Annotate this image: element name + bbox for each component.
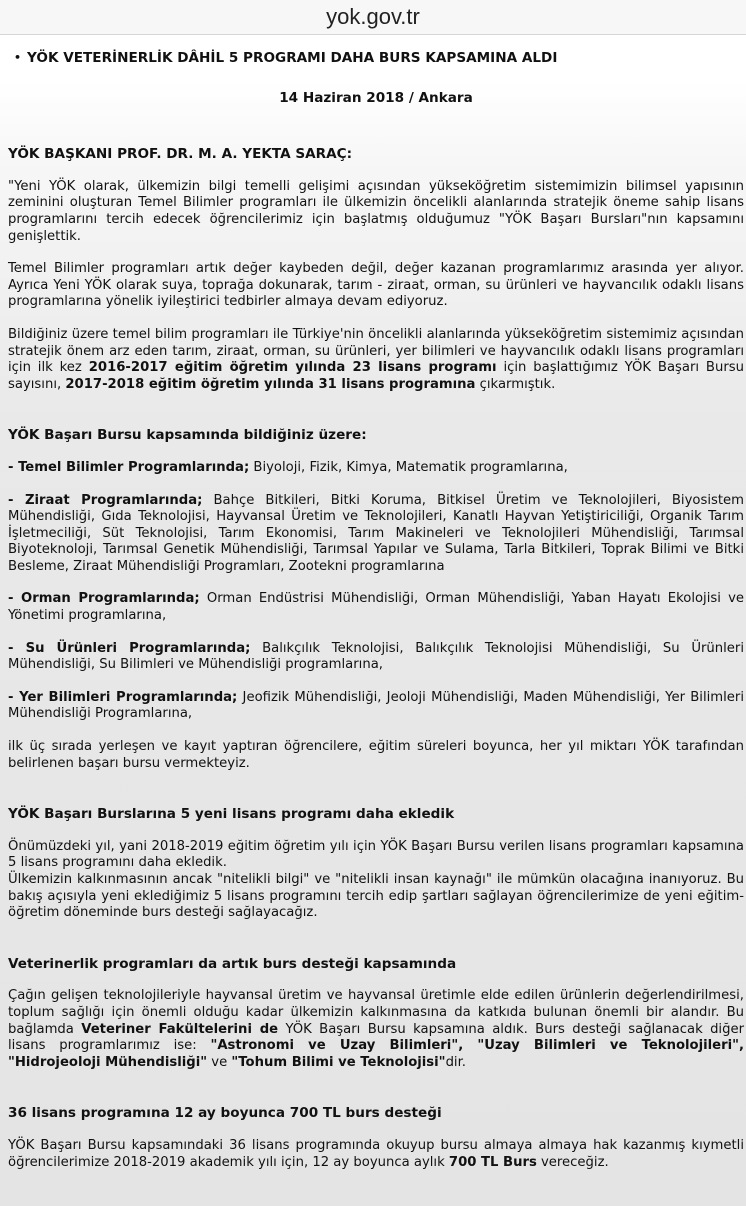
list-item: - Temel Bilimler Programlarında; Biyoloji, Fizik, Kimya, Matematik programlarına, <box>8 459 568 475</box>
section-heading-700tl: 36 lisans programına 12 ay boyunca 700 TL burs desteği <box>8 1105 442 1122</box>
url-text: yok.gov.tr <box>326 4 420 29</box>
paragraph-list-close: ilk üç sırada yerleşen ve kayıt yaptıran öğrencilere, eğitim süreleri boyunca, her yıl miktarı YÖK tarafından belirlenen başarı bursu vermekteyiz. <box>8 739 744 771</box>
paragraph-1: "Yeni YÖK olarak, ülkemizin bilgi temelli gelişimi açısından yükseköğretim sistemimizin bilimsel yapısının zeminini oluşturan Temel Bilimler programları ile ülkemizin öncelikli alanlarında stratejik öneme sahip lisans programlarını tercih edecek öğrencilerimiz için başlatmış olduğumuz "YÖK Başarı Bursları"nın kapsamını genişlettik. <box>8 178 744 244</box>
article-date: 14 Haziran 2018 / Ankara <box>279 89 473 106</box>
article <box>8 44 744 1171</box>
address-bar[interactable] <box>0 0 746 35</box>
paragraph-veterinary: Çağın gelişen teknolojileriyle hayvansal üretim ve hayvansal üretimle elde edilen ürünlerin değerlendirilmesi, toplum sağlığı için önemli olduğu kadar ülkemizin kalkınmasına da katkıda bulunan önemli bir alandır. Bu bağlamda Veteriner Fakültelerini de YÖK Başarı Bursu kapsamına aldık. Burs desteği sağlanacak diğer lisans programlarımız ise: "Astronomi ve Uzay Bilimleri", "Uzay Bilimleri ve Teknolojileri", "Hidrojeoloji Mühendisliği" ve "Tohum Bilimi ve Teknolojisi"dir. <box>8 988 745 1070</box>
article-headline <box>14 50 744 68</box>
list-item: - Su Ürünleri Programlarında; Balıkçılık Teknolojisi, Balıkçılık Teknolojisi Mühendisliği, Su Ürünleri Mühendisliği, Su Bilimleri ve Mühendisliği programlarına, <box>8 640 744 673</box>
paragraph-3: Bildiğiniz üzere temel bilim programları ile Türkiye'nin öncelikli alanlarında yükseköğretim sistemimiz açısından stratejik önem arz eden tarım, ziraat, orman, su ürünleri, yer bilimleri ve hayvancılık odaklı lisans programları için ilk kez 2016-2017 eğitim öğretim yılında 23 lisans programı için başlattığımız YÖK Başarı Bursu sayısını, 2017-2018 eğitim öğretim yılında 31 lisans programına çıkarmıştık. <box>8 326 744 392</box>
paragraph-new-programs-2: Ülkemizin kalkınmasının ancak "nitelikli bilgi" ve "nitelikli insan kaynağı" ile mümkün olacağına inanıyoruz. Bu bakış açısıyla yeni eklediğimiz 5 lisans programını tercih edip şartları sağlayan öğrencilerimize de yeni eğitim-öğretim döneminde burs desteği sağlayacağız. <box>8 872 744 921</box>
headline-text: YÖK VETERİNERLİK DÂHİL 5 PROGRAMI DAHA BURS KAPSAMINA ALDI <box>27 50 558 66</box>
section-heading-new-programs: YÖK Başarı Burslarına 5 yeni lisans programı daha ekledik <box>8 806 455 823</box>
section-heading-scholarship: YÖK Başarı Bursu kapsamında bildiğiniz üzere: <box>8 427 367 444</box>
bullet-icon: • <box>14 51 22 64</box>
speaker-heading: YÖK BAŞKANI PROF. DR. M. A. YEKTA SARAÇ: <box>8 146 353 163</box>
section-heading-veterinary: Veterinerlik programları da artık burs desteği kapsamında <box>8 955 457 972</box>
list-item: - Orman Programlarında; Orman Endüstrisi Mühendisliği, Orman Mühendisliği, Yaban Hayatı Ekolojisi ve Yönetimi programlarına, <box>8 591 745 624</box>
paragraph-700tl: YÖK Başarı Bursu kapsamındaki 36 lisans programında okuyup bursu almaya almaya hak kazanmış kıymetli öğrencilerimize 2018-2019 akademik yılı için, 12 ay boyunca aylık 700 TL Burs vereceğiz. <box>8 1137 744 1170</box>
paragraph-2: Temel Bilimler programları artık değer kaybeden değil, değer kazanan programlarımız arasında yer alıyor. Ayrıca Yeni YÖK olarak suya, toprağa dokunarak, tarım - ziraat, orman, su ürünleri ve hayvancılık odaklı lisans programlarına yönelik iyileştirici tedbirler almaya devam ediyoruz. <box>8 261 744 310</box>
list-item: - Yer Bilimleri Programlarında; Jeofizik Mühendisliği, Jeoloji Mühendisliği, Maden Mühendisliği, Yer Bilimleri Mühendisliği Programlarına, <box>8 689 744 722</box>
list-item: - Ziraat Programlarında; Bahçe Bitkileri, Bitki Koruma, Bitkisel Üretim ve Teknolojileri, Biyosistem Mühendisliği, Gıda Teknolojisi, Hayvansal Üretim ve Teknolojileri, Kanatlı Hayvan Yetiştiriciliği, Organik Tarım İşletmeciliği, Süt Teknolojisi, Tarım Ekonomisi, Tarım Makineleri ve Teknolojileri Mühendisliği, Tarımsal Biyoteknoloji, Tarımsal Genetik Mühendisliği, Tarımsal Yapılar ve Sulama, Tarla Bitkileri, Toprak Bilimi ve Bitki Besleme, Ziraat Mühendisliği Programları, Zootekni programlarına <box>8 492 744 574</box>
paragraph-new-programs-1: Önümüzdeki yıl, yani 2018-2019 eğitim öğretim yılı için YÖK Başarı Bursu verilen lisans programları kapsamına 5 lisans programını daha ekledik. <box>8 838 744 871</box>
